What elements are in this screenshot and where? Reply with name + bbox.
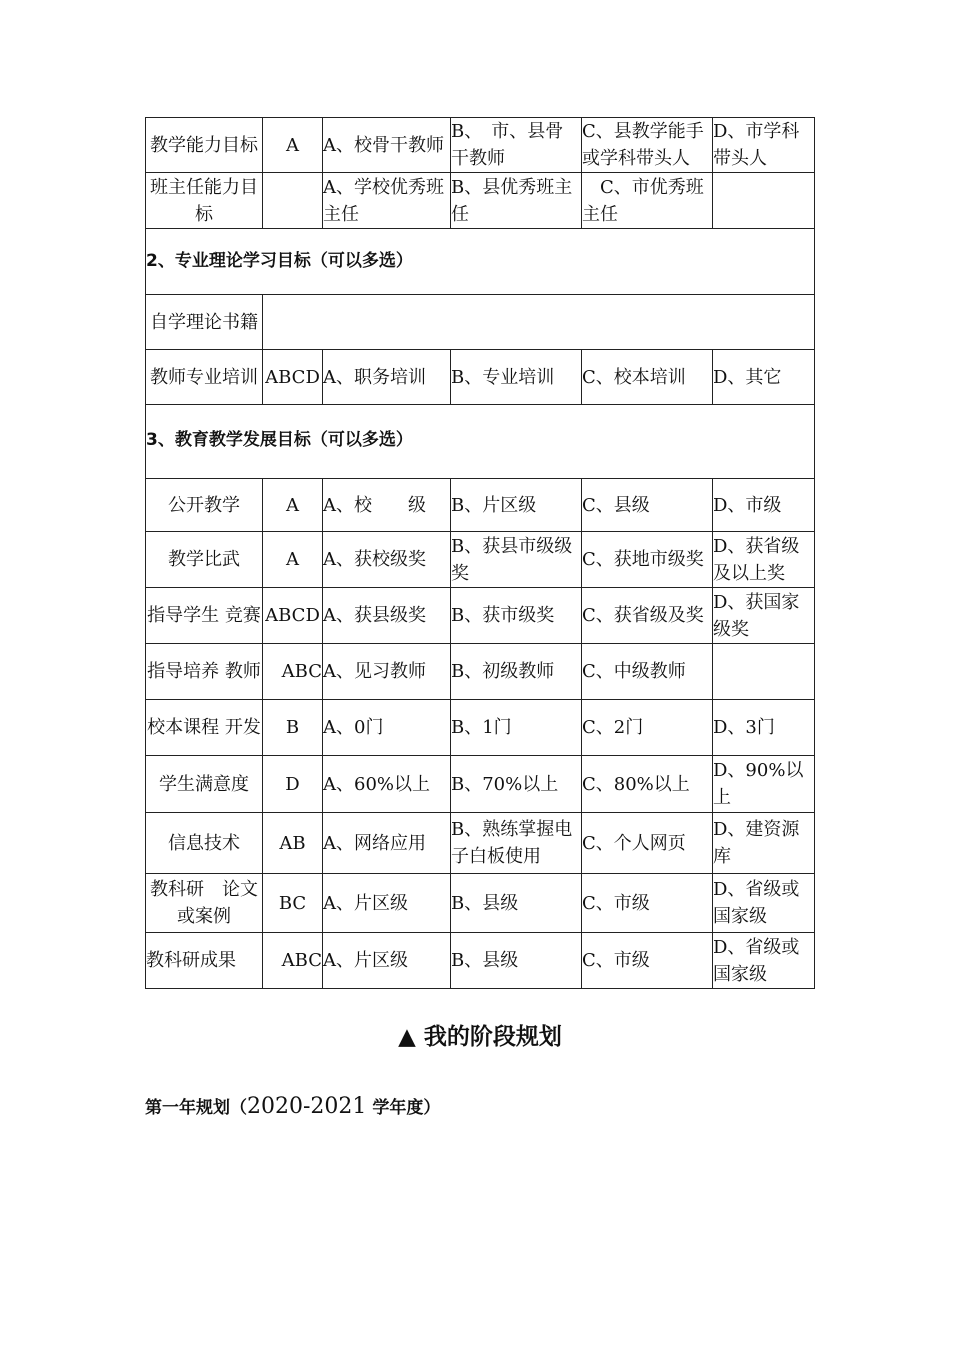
option-a: A、片区级 [323,874,451,933]
table-row [146,479,815,532]
goal-name: 班主任能力目标 [146,173,263,229]
goal-selection: A [263,479,323,532]
goal-name: 教学比武 [146,532,263,588]
option-a: A、学校优秀班主任 [323,173,451,229]
option-c: C、获地市级奖 [582,532,713,588]
option-c: C、市级 [582,933,713,989]
option-c: C、县教学能手或学科带头人 [582,118,713,173]
stage-plan-heading: ▲ 我的阶段规划 [398,1024,562,1050]
goal-selection: AB [263,813,323,874]
option-d: D、其它 [713,350,815,405]
option-d: D、3门 [713,700,815,756]
option-c: C、市优秀班主任 [582,173,713,229]
goals-table [145,117,815,989]
table-row [146,350,815,405]
option-b: B、片区级 [451,479,582,532]
goal-name: 公开教学 [146,479,263,532]
goal-name: 指导学生 竞赛 [146,588,263,644]
option-c: C、个人网页 [582,813,713,874]
option-d [713,644,815,700]
option-d: D、获省级及以上奖 [713,532,815,588]
goal-name: 教科研成果 [146,933,263,989]
option-a: A、0门 [323,700,451,756]
table-row [146,700,815,756]
table-row [146,874,815,933]
goal-selection: A [263,532,323,588]
goal-selection: ABCD [263,588,323,644]
option-a: A、获县级奖 [323,588,451,644]
option-a: A、校骨干教师 [323,118,451,173]
goal-name: 自学理论书籍 [146,295,263,350]
plan-years: 2020-2021 [247,1094,367,1119]
table-row [146,295,815,350]
goal-selection: ABC [263,644,323,700]
option-a: A、校 级 [323,479,451,532]
section-title-theory: 2、专业理论学习目标（可以多选） [146,229,815,295]
goal-selection: A [263,118,323,173]
goal-name: 信息技术 [146,813,263,874]
option-c: C、市级 [582,874,713,933]
goal-selection: ABCD [263,350,323,405]
table-row [146,532,815,588]
option-b: B、获县市级级奖 [451,532,582,588]
goal-name: 校本课程 开发 [146,700,263,756]
goal-selection: ABC [263,933,323,989]
goal-selection: D [263,756,323,813]
option-b: B、1门 [451,700,582,756]
option-c: C、中级教师 [582,644,713,700]
option-c: C、获省级及奖 [582,588,713,644]
option-a: A、见习教师 [323,644,451,700]
goal-selection: B [263,700,323,756]
goal-name: 教科研 论文或案例 [146,874,263,933]
goal-selection [263,173,323,229]
option-a: A、职务培训 [323,350,451,405]
option-a: A、片区级 [323,933,451,989]
table-row [146,173,815,229]
option-b: B、熟练掌握电子白板使用 [451,813,582,874]
goal-name: 教师专业培训 [146,350,263,405]
option-c: C、2门 [582,700,713,756]
table-row [146,588,815,644]
option-b: B、70%以上 [451,756,582,813]
section-row [146,405,815,479]
option-d: D、省级或国家级 [713,933,815,989]
option-d: D、建资源库 [713,813,815,874]
option-a: A、获校级奖 [323,532,451,588]
option-c: C、县级 [582,479,713,532]
goal-empty-cell [263,295,815,350]
option-d [713,173,815,229]
goal-name: 学生满意度 [146,756,263,813]
table-row [146,756,815,813]
table-row [146,813,815,874]
option-b: B、 市、县骨干教师 [451,118,582,173]
goal-selection: BC [263,874,323,933]
option-d: D、市学科带头人 [713,118,815,173]
plan-suffix: 学年度） [366,1098,441,1118]
option-b: B、初级教师 [451,644,582,700]
option-a: A、网络应用 [323,813,451,874]
section-row [146,229,815,295]
first-year-plan-title [145,1093,440,1119]
option-d: D、90%以上 [713,756,815,813]
option-d: D、省级或国家级 [713,874,815,933]
option-b: B、获市级奖 [451,588,582,644]
table-row [146,644,815,700]
option-c: C、80%以上 [582,756,713,813]
option-b: B、县级 [451,933,582,989]
option-b: B、县级 [451,874,582,933]
plan-label: 第一年规划（ [145,1098,247,1118]
option-d: D、获国家级奖 [713,588,815,644]
option-d: D、市级 [713,479,815,532]
option-c: C、校本培训 [582,350,713,405]
table-row [146,933,815,989]
option-b: B、专业培训 [451,350,582,405]
table-row [146,118,815,173]
goal-name: 指导培养 教师 [146,644,263,700]
goal-name: 教学能力目标 [146,118,263,173]
section-title-teaching: 3、教育教学发展目标（可以多选） [146,405,815,479]
option-b: B、县优秀班主任 [451,173,582,229]
option-a: A、60%以上 [323,756,451,813]
